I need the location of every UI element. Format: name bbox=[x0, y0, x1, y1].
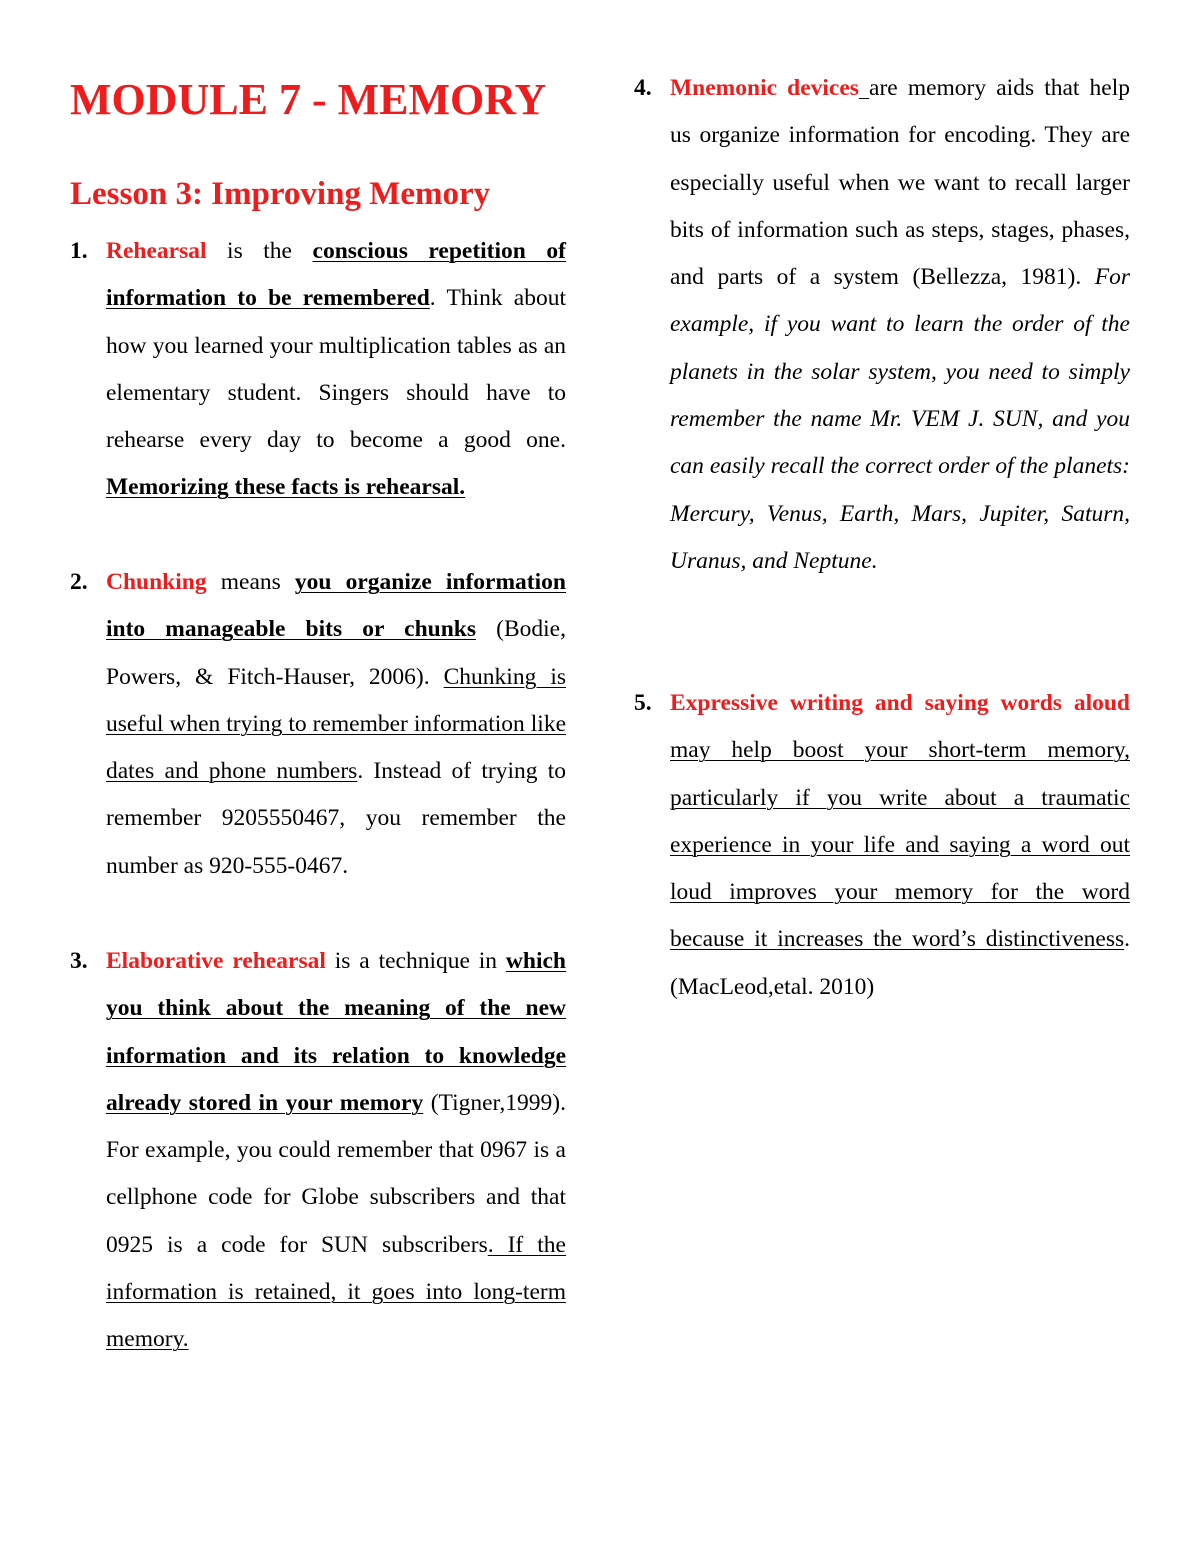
long-term-note: . If the information is retained, it goes into long-term memory. bbox=[106, 1231, 566, 1353]
list-item-expressive-writing bbox=[634, 680, 1130, 1011]
citation: (MacLeod,etal. 2010) bbox=[670, 973, 875, 1000]
list-item-rehearsal bbox=[70, 228, 566, 512]
text: . bbox=[1124, 926, 1130, 953]
text: is a technique in bbox=[325, 948, 506, 974]
text: . Think about how you learned your multiplication tables as an elementary student. Singers should have to rehearse every day to become a good one. bbox=[106, 285, 566, 454]
definition-rehearsal: conscious repetition of information to be remembered bbox=[106, 238, 566, 312]
text: means bbox=[206, 569, 295, 595]
text: (Tigner,1999). For example, you could remember that 0967 is a cellphone code for Globe subscribers and that 0925 is a code for SUN subscribers bbox=[106, 1089, 566, 1258]
text: . Instead of trying to remember 9205550467, you remember the number as 920-555-0467. bbox=[106, 758, 567, 879]
definition-expressive-writing: may help boost your short-term memory, particularly if you write about a traumatic experience in your life and saying a word out loud improves your memory for the word because it increases the word’s distinctiveness bbox=[670, 737, 1130, 953]
term-mnemonic-devices: Mnemonic devices bbox=[670, 75, 859, 101]
item-number: 4. bbox=[634, 75, 652, 101]
definition-elaborative-rehearsal: which you think about the meaning of the new information and its relation to knowledge already stored in your memory bbox=[106, 948, 566, 1116]
definition-chunking: you organize information into manageable bits or chunks bbox=[106, 569, 566, 643]
item-number: 1. bbox=[70, 238, 88, 264]
text: are memory aids that help us organize information for encoding. They are especially useful when we want to recall larger bits of information such as steps, stages, phases, and parts of a system (Bellezza, 1981). bbox=[670, 75, 1130, 291]
term-expressive-writing: Expressive writing and saying words aloud bbox=[670, 690, 1130, 716]
list-item-elaborative-rehearsal bbox=[70, 938, 566, 1364]
module-title: MODULE 7 - MEMORY bbox=[70, 75, 547, 124]
mnemonic-example: For example, if you want to learn the order of the planets in the solar system, you need to simply remember the name Mr. VEM J. SUN, and you can easily recall the correct order of the planets: Mercury, Venus, Earth, Mars, Jupiter, Saturn, Uranus, and Neptune. bbox=[670, 264, 1130, 574]
list-item-chunking bbox=[70, 559, 567, 890]
list-item-mnemonic-devices bbox=[634, 65, 1130, 585]
item-number: 2. bbox=[70, 569, 88, 595]
lesson-title: Lesson 3: Improving Memory bbox=[70, 176, 491, 212]
chunking-use: Chunking is useful when trying to remember information like dates and phone numbers bbox=[106, 663, 566, 785]
citation: (Bodie, Powers, & Fitch-Hauser, 2006). bbox=[106, 616, 566, 690]
item-number: 5. bbox=[634, 690, 652, 716]
gap bbox=[859, 75, 869, 101]
conclusion-rehearsal: Memorizing these facts is rehearsal. bbox=[106, 474, 466, 501]
term-elaborative-rehearsal: Elaborative rehearsal bbox=[106, 948, 326, 974]
term-rehearsal: Rehearsal bbox=[106, 238, 207, 264]
term-chunking: Chunking bbox=[106, 569, 207, 595]
item-number: 3. bbox=[70, 948, 88, 974]
text: is the bbox=[206, 238, 313, 264]
